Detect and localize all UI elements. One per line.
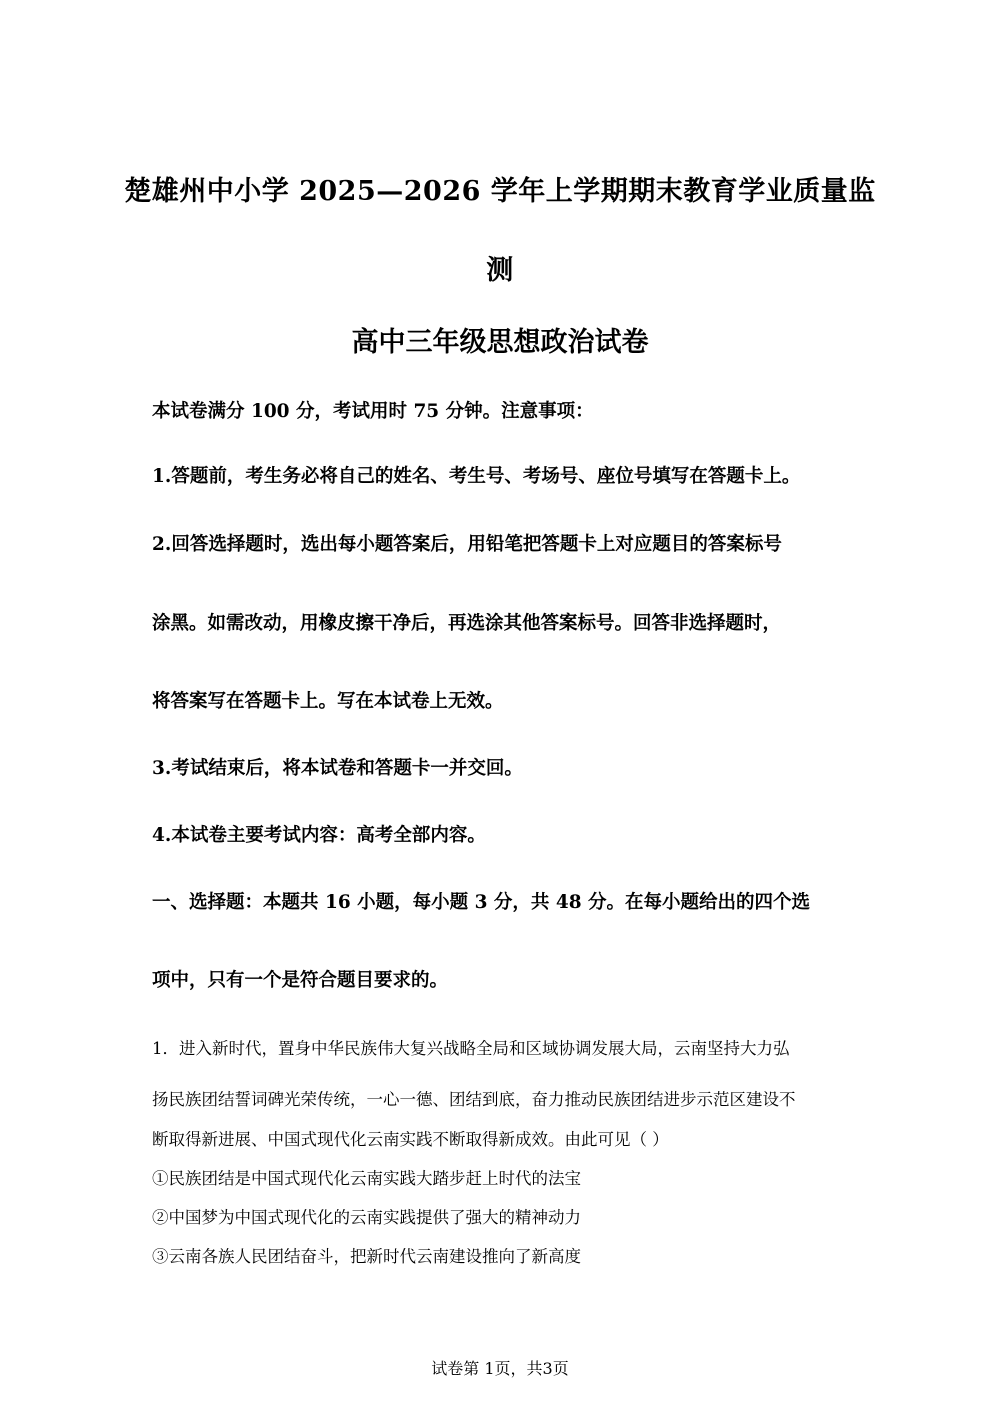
exam-title-line2: 测: [486, 255, 514, 286]
notice-item-1: 1.答题前，考生务必将自己的姓名、考生号、考场号、座位号填写在答题卡上。: [152, 466, 801, 487]
notice-item-4: 4.本试卷主要考试内容：高考全部内容。: [152, 825, 486, 846]
page-footer: 试卷第 1页，共3页: [431, 1359, 569, 1378]
exam-subtitle: 高中三年级思想政治试卷: [351, 327, 649, 358]
notice-item-2-line1: 2.回答选择题时，选出每小题答案后，用铅笔把答题卡上对应题目的答案标号: [152, 534, 782, 555]
question-1-option-2: ②中国梦为中国式现代化的云南实践提供了强大的精神动力: [152, 1208, 581, 1227]
exam-title-line1: 楚雄州中小学 2025—2026 学年上学期期末教育学业质量监: [124, 176, 876, 207]
notice-item-2-line2: 涂黑。如需改动，用橡皮擦干净后，再选涂其他答案标号。回答非选择题时，: [152, 613, 782, 634]
section-heading-line1: 一、选择题：本题共 16 小题，每小题 3 分，共 48 分。在每小题给出的四个选: [152, 892, 811, 913]
question-1-stem-line3: 断取得新进展、中国式现代化云南实践不断取得新成效。由此可见（ ）: [152, 1130, 669, 1149]
question-1-option-1: ①民族团结是中国式现代化云南实践大踏步赶上时代的法宝: [152, 1169, 581, 1188]
question-1-option-3: ③云南各族人民团结奋斗，把新时代云南建设推向了新高度: [152, 1247, 581, 1266]
question-1-stem-line1: 1．进入新时代，置身中华民族伟大复兴战略全局和区域协调发展大局，云南坚持大力弘: [152, 1039, 790, 1058]
question-1-stem-line2: 扬民族团结誓词碑光荣传统，一心一德、团结到底，奋力推动民族团结进步示范区建设不: [152, 1090, 796, 1109]
notice-item-2-line3: 将答案写在答题卡上。写在本试卷上无效。: [152, 691, 504, 712]
notice-item-3: 3.考试结束后，将本试卷和答题卡一并交回。: [152, 758, 523, 779]
section-heading-line2: 项中，只有一个是符合题目要求的。: [152, 970, 449, 991]
notice-intro: 本试卷满分 100 分，考试用时 75 分钟。注意事项：: [152, 401, 594, 422]
